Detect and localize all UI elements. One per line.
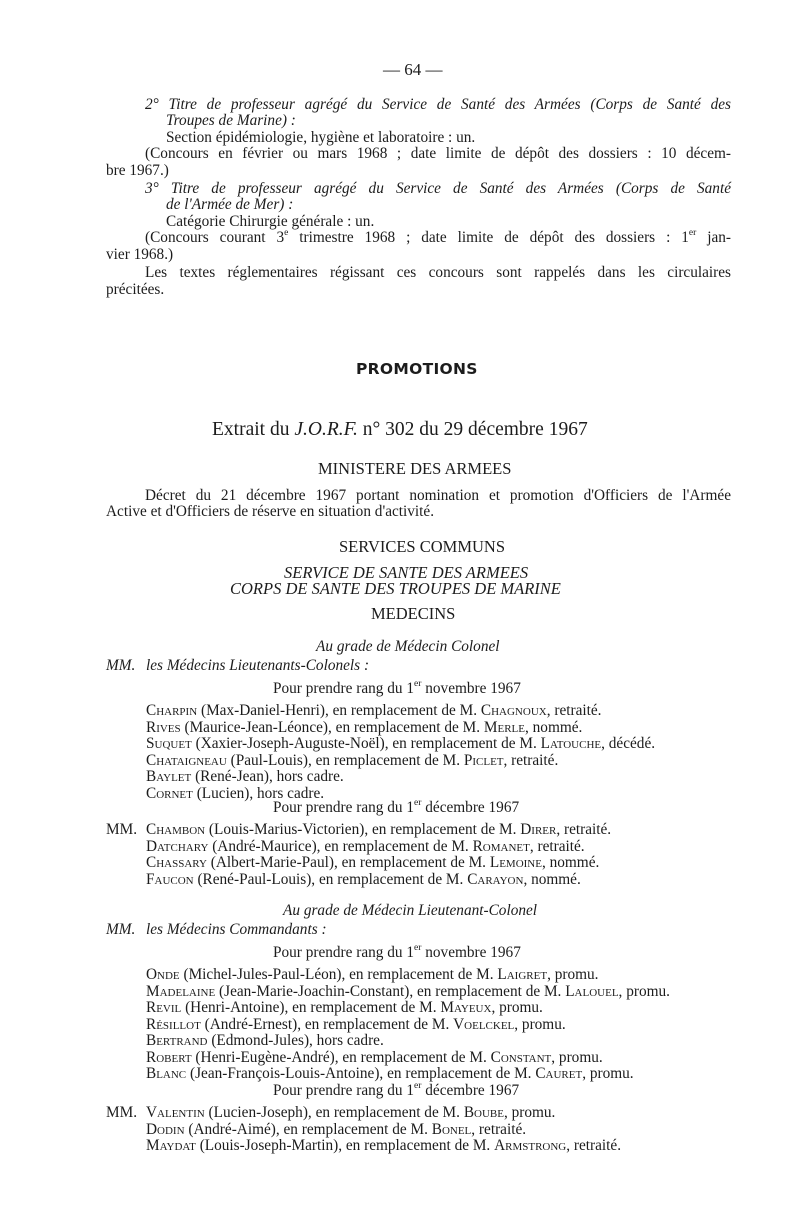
entry-status: , décédé. <box>601 735 656 752</box>
list-item <box>146 1066 670 1083</box>
entry-status: , nommé. <box>541 854 600 871</box>
item2-concours-line2: bre 1967.) <box>106 162 169 179</box>
ministere-heading: MINISTERE DES ARMEES <box>318 459 512 478</box>
grade2-rang-novembre: Pour prendre rang du 1er novembre 1967 <box>273 942 521 961</box>
item2-title-line1: 2° Titre de professeur agrégé du Service de Santé des Armées (Corps de Santé des <box>145 96 731 113</box>
grade1-rang-novembre: Pour prendre rang du 1er novembre 1967 <box>273 678 521 697</box>
replaced-officer-name: Voelckel <box>453 1015 515 1033</box>
replaced-officer-name: Mayeux <box>440 999 492 1016</box>
entry-details: (André-Maurice), en remplacement de M. <box>208 837 473 855</box>
officer-name: Bertrand <box>146 1032 208 1049</box>
replaced-officer-name: Direr <box>520 821 557 838</box>
item3-section: Catégorie Chirurgie générale : un. <box>166 213 375 230</box>
replaced-officer-name: Cauret <box>535 1065 583 1082</box>
replaced-officer-name: Merle <box>483 718 525 736</box>
officer-name: Chataigneau <box>146 751 227 769</box>
entry-details: (Max-Daniel-Henri), en remplacement de M. <box>197 702 481 719</box>
entry-details: (Paul-Louis), en remplacement de M. <box>226 751 464 769</box>
replaced-officer-name: Piclet <box>463 751 504 769</box>
officer-name: Chassary <box>146 854 207 871</box>
list-item <box>146 769 655 786</box>
officer-name: Madelaine <box>146 982 216 1000</box>
entry-details: (André-Ernest), en remplacement de M. <box>200 1015 454 1033</box>
entry-details: (Albert-Marie-Paul), en remplacement de M. <box>206 854 490 871</box>
replaced-officer-name: Carayon <box>467 870 524 888</box>
list-item <box>146 753 655 770</box>
list-item <box>146 1050 670 1067</box>
entry-status: , promu. <box>618 982 670 1000</box>
grade2-list-novembre <box>146 967 670 1083</box>
replaced-officer-name: Chagnoux <box>480 702 547 719</box>
entry-details: (Maurice-Jean-Léonce), en remplacement de M. <box>180 718 484 736</box>
entry-status: , retraité. <box>566 1137 622 1154</box>
grade1-mm: MM. <box>106 657 136 674</box>
entry-details: (René-Paul-Louis), en remplacement de M. <box>193 870 468 888</box>
entry-status: , nommé. <box>525 718 583 736</box>
replaced-officer-name: Boube <box>463 1104 504 1121</box>
entry-details: (Michel-Jules-Paul-Léon), en remplacement de M. <box>179 966 498 983</box>
item3-concours-line2: vier 1968.) <box>106 246 174 263</box>
officer-name: Revil <box>146 999 182 1016</box>
entry-details: (André-Aimé), en remplacement de M. <box>184 1120 432 1138</box>
services-communs-heading: SERVICES COMMUNS <box>339 537 506 556</box>
item2-title-line2: Troupes de Marine) : <box>166 112 296 129</box>
entry-details: (Edmond-Jules), hors cadre. <box>207 1032 384 1049</box>
entry-status: , promu. <box>547 966 599 983</box>
grade1-from: les Médecins Lieutenants-Colonels : <box>146 657 370 674</box>
grade1-list-novembre <box>146 703 655 802</box>
list-item <box>146 855 611 872</box>
grade2-rang-decembre: Pour prendre rang du 1er décembre 1967 <box>273 1080 520 1099</box>
entry-details: (Henri-Eugène-André), en remplacement de M. <box>191 1048 491 1066</box>
grade1-mm2: MM. <box>106 821 138 838</box>
officer-name: Valentin <box>146 1104 205 1121</box>
item2-concours-line1: (Concours en février ou mars 1968 ; date limite de dépôt des dossiers : 10 décem- <box>145 145 731 162</box>
list-item <box>146 1000 670 1017</box>
officer-name: Baylet <box>146 768 192 785</box>
medecins-heading: MEDECINS <box>371 604 456 623</box>
promotions-heading: PROMOTIONS <box>356 360 478 378</box>
item3-title-line1: 3° Titre de professeur agrégé du Service de Santé des Armées (Corps de Santé <box>145 180 731 197</box>
entry-status: , retraité. <box>556 821 612 838</box>
grade1-title: Au grade de Médecin Colonel <box>316 638 500 655</box>
list-item <box>146 703 655 720</box>
list-item <box>146 1017 670 1034</box>
entry-details: (Louis-Joseph-Martin), en remplacement de M. <box>195 1137 495 1154</box>
decret-line2: Active et d'Officiers de réserve en situation d'activité. <box>106 503 435 520</box>
replaced-officer-name: Bonel <box>431 1120 472 1138</box>
decret-line1: Décret du 21 décembre 1967 portant nomination et promotion d'Officiers de l'Armée <box>145 487 731 504</box>
officer-name: Charpin <box>146 702 198 719</box>
list-item <box>146 822 611 839</box>
entry-status: , retraité. <box>546 702 602 719</box>
list-item <box>146 872 611 889</box>
entry-status: , promu. <box>503 1104 556 1121</box>
replaced-officer-name: Lalouel <box>565 982 619 1000</box>
replaced-officer-name: Lemoine <box>489 854 542 871</box>
officer-name: Blanc <box>146 1065 187 1082</box>
list-item <box>146 1105 621 1122</box>
replaced-officer-name: Constant <box>490 1048 552 1066</box>
officer-name: Onde <box>146 966 180 983</box>
list-item <box>146 1122 621 1139</box>
entry-status: , promu. <box>582 1065 634 1082</box>
grade2-from: les Médecins Commandants : <box>146 921 327 938</box>
entry-status: , retraité. <box>503 751 559 769</box>
list-item <box>146 967 670 984</box>
replaced-officer-name: Armstrong <box>494 1137 567 1154</box>
officer-name: Faucon <box>146 870 194 888</box>
entry-details: (Lucien-Joseph), en remplacement de M. <box>204 1104 464 1121</box>
corps-sante-heading: CORPS DE SANTE DES TROUPES DE MARINE <box>230 579 561 598</box>
item2-section: Section épidémiologie, hygiène et laboratoire : un. <box>166 129 476 146</box>
grade1-list-decembre <box>146 822 611 888</box>
grade2-list-decembre <box>146 1105 621 1155</box>
entry-status: , promu. <box>491 999 543 1016</box>
item3-title-line2: de l'Armée de Mer) : <box>166 196 294 213</box>
entry-status: , promu. <box>514 1015 566 1033</box>
grade2-title: Au grade de Médecin Lieutenant-Colonel <box>283 902 538 919</box>
service-sante-heading: SERVICE DE SANTE DES ARMEES <box>284 563 529 582</box>
list-item <box>146 736 655 753</box>
entry-status: , retraité. <box>471 1120 527 1138</box>
replaced-officer-name: Romanet <box>472 837 530 855</box>
list-item <box>146 839 611 856</box>
entry-details: (Xaxier-Joseph-Auguste-Noël), en remplacement de M. <box>191 735 541 752</box>
entry-details: (Jean-Marie-Joachin-Constant), en remplacement de M. <box>215 982 566 1000</box>
list-item <box>146 1138 621 1155</box>
officer-name: Dodin <box>146 1120 185 1138</box>
entry-details: (Louis-Marius-Victorien), en remplacement de M. <box>205 821 521 838</box>
officer-name: Maydat <box>146 1137 196 1154</box>
officer-name: Cornet <box>146 784 193 802</box>
replaced-officer-name: Latouche <box>540 735 602 752</box>
grade2-mm: MM. <box>106 921 136 938</box>
list-item <box>146 720 655 737</box>
officer-name: Rives <box>146 718 181 736</box>
grade1-rang-decembre: Pour prendre rang du 1er décembre 1967 <box>273 797 520 816</box>
officer-name: Suquet <box>146 735 192 752</box>
officer-name: Chambon <box>146 821 206 838</box>
extrait-heading: Extrait du J.O.R.F. n° 302 du 29 décembre 1967 <box>212 419 588 440</box>
grade2-mm2: MM. <box>106 1104 138 1121</box>
item3-concours-line1: (Concours courant 3e trimestre 1968 ; date limite de dépôt des dossiers : 1er jan- <box>145 227 731 246</box>
officer-name: Datchary <box>146 837 209 855</box>
officer-name: Robert <box>146 1048 192 1066</box>
page-number: — 64 — <box>383 60 443 79</box>
entry-details: (Henri-Antoine), en remplacement de M. <box>181 999 441 1016</box>
entry-details: (Jean-François-Louis-Antoine), en remplacement de M. <box>186 1065 536 1082</box>
entry-details: (Lucien), hors cadre. <box>192 784 325 802</box>
list-item <box>146 1033 670 1050</box>
list-item <box>146 984 670 1001</box>
textes-line1: Les textes réglementaires régissant ces concours sont rappelés dans les circulaires <box>145 264 731 281</box>
entry-status: , nommé. <box>523 870 581 888</box>
entry-status: , retraité. <box>529 837 585 855</box>
entry-details: (René-Jean), hors cadre. <box>191 768 344 785</box>
officer-name: Résillot <box>146 1015 201 1033</box>
replaced-officer-name: Laigret <box>497 966 548 983</box>
textes-line2: précitées. <box>106 281 165 298</box>
entry-status: , promu. <box>551 1048 603 1066</box>
